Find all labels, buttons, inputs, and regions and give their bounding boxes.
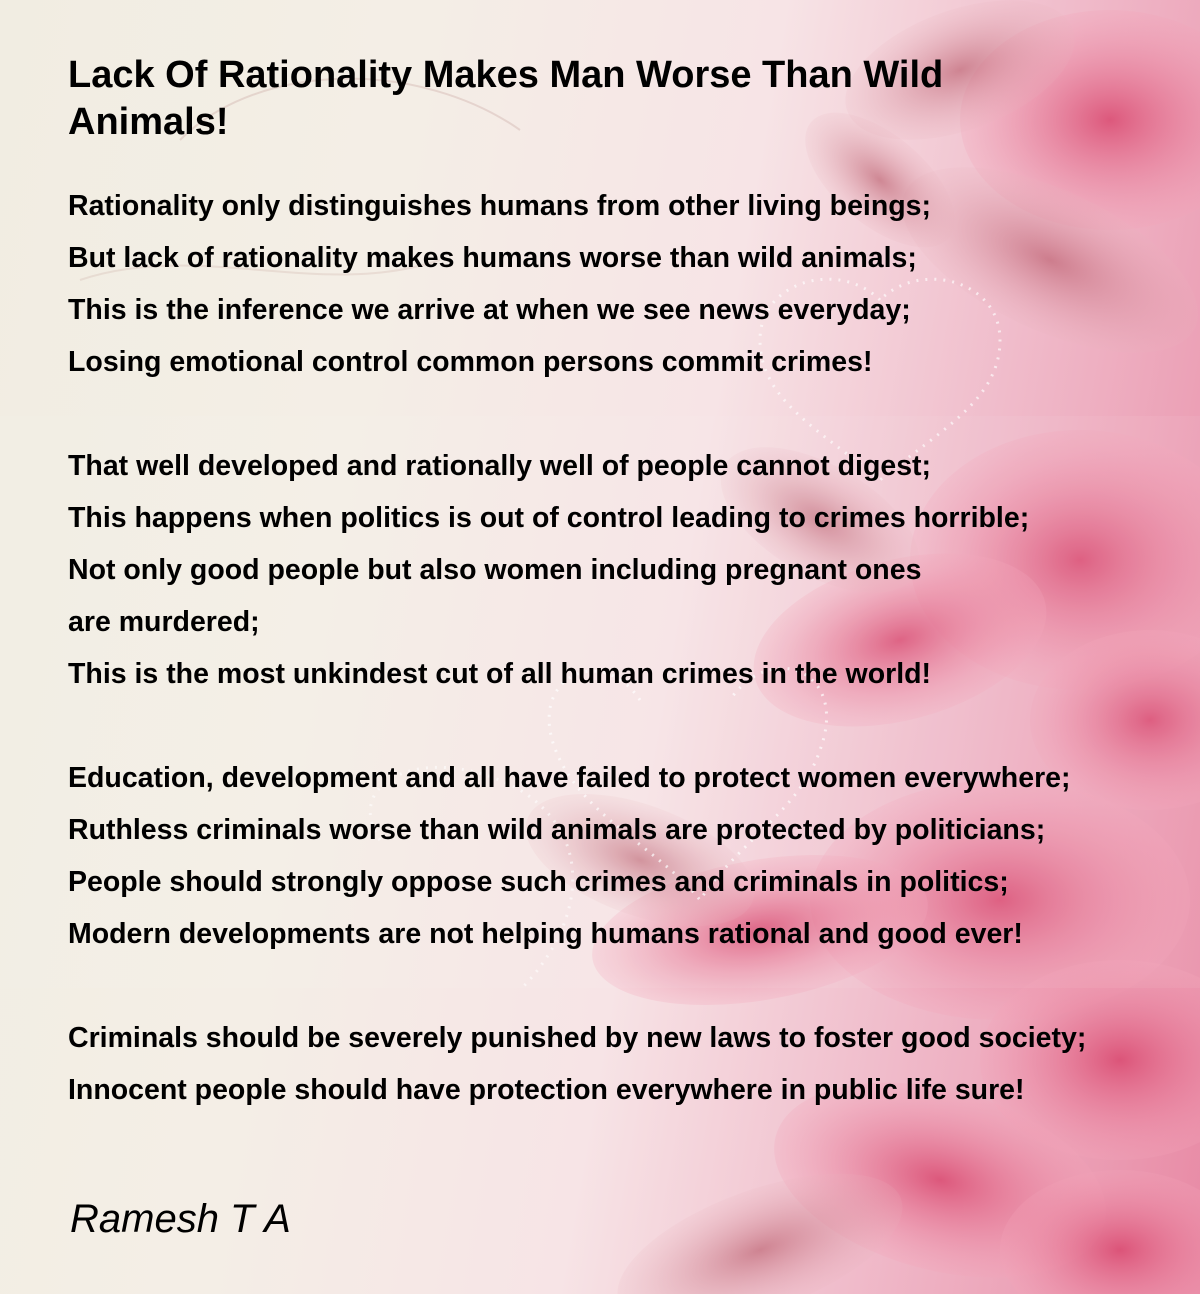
stanza-3 xyxy=(68,752,1200,960)
poem-line: Education, development and all have failed to protect women everywhere; xyxy=(68,762,1071,794)
poem-line: Modern developments are not helping humans rational and good ever! xyxy=(68,918,1023,950)
poem-line: Ruthless criminals worse than wild animals are protected by politicians; xyxy=(68,814,1046,846)
poem-line: are murdered; xyxy=(68,606,260,638)
poem-line: Criminals should be severely punished by new laws to foster good society; xyxy=(68,1022,1087,1054)
stanza-1 xyxy=(68,180,1200,388)
poem-line: Not only good people but also women including pregnant ones xyxy=(68,554,922,586)
poem-author: Ramesh T A xyxy=(70,1197,291,1241)
poem-line: But lack of rationality makes humans worse than wild animals; xyxy=(68,242,917,274)
poem-line: People should strongly oppose such crimes and criminals in politics; xyxy=(68,866,1009,898)
poem-line: Losing emotional control common persons commit crimes! xyxy=(68,346,873,378)
poem-body xyxy=(68,180,1200,1116)
poem-line: Rationality only distinguishes humans from other living beings; xyxy=(68,190,932,222)
poem-line: This happens when politics is out of control leading to crimes horrible; xyxy=(68,502,1030,534)
poem-line: This is the inference we arrive at when we see news everyday; xyxy=(68,294,911,326)
stanza-4 xyxy=(68,1012,1200,1116)
poem-content xyxy=(68,52,1200,1168)
poem-line: This is the most unkindest cut of all human crimes in the world! xyxy=(68,658,932,690)
poem-line: Innocent people should have protection everywhere in public life sure! xyxy=(68,1074,1025,1106)
poem-title: Lack Of Rationality Makes Man Worse Than Wild Animals! xyxy=(68,54,944,143)
poem-line: That well developed and rationally well of people cannot digest; xyxy=(68,450,932,482)
stanza-2 xyxy=(68,440,1200,700)
